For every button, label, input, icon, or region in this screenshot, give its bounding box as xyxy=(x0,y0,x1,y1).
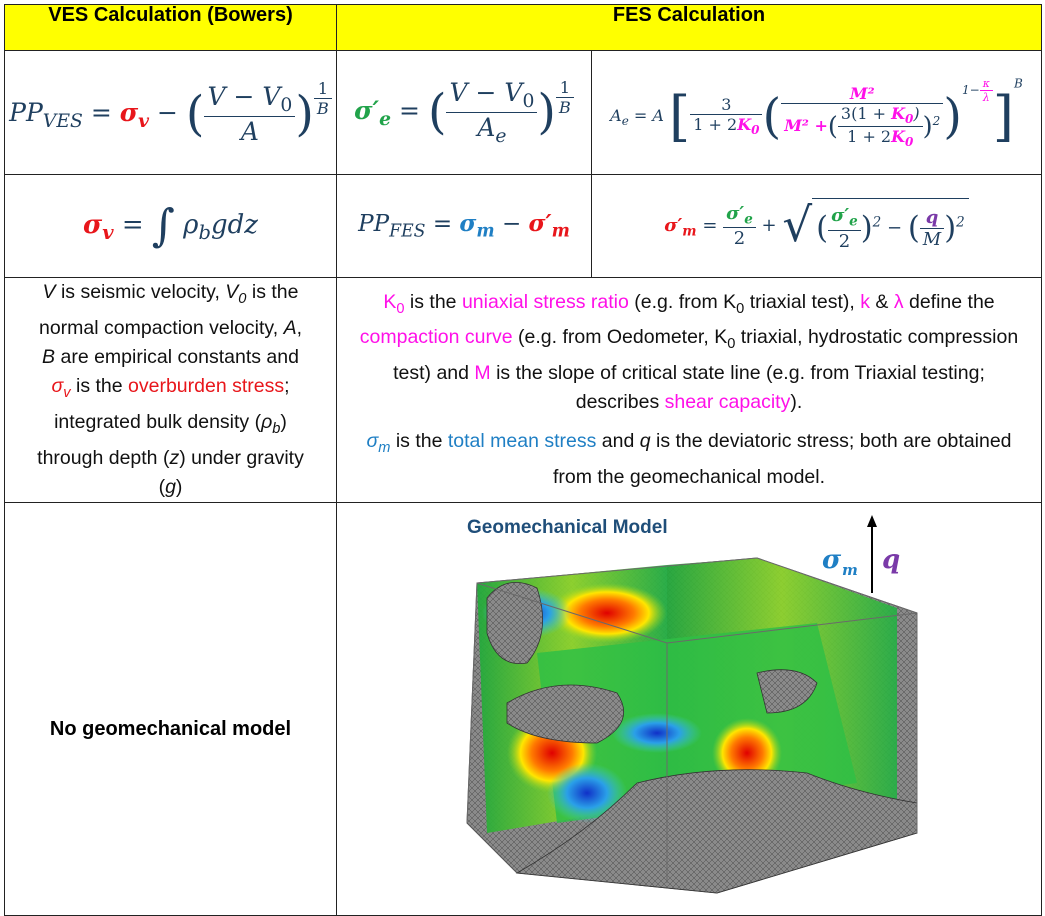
rho-var-sub: b xyxy=(272,420,281,437)
velocity-fraction xyxy=(204,82,295,146)
lambda-symbol: λ xyxy=(980,90,993,104)
minus-sign: − xyxy=(157,97,178,127)
fes-text-10: and xyxy=(596,430,640,453)
fes-text-7: is the slope of critical state line (e.g. from Triaxial testing; describes xyxy=(490,362,985,414)
v0-subscript-e: 0 xyxy=(522,91,535,113)
inner-squared: 2 xyxy=(932,113,941,128)
ae-equals-a: = A xyxy=(633,105,664,125)
cold-zone-3 xyxy=(612,713,702,753)
v-minus-v0-e: V − V xyxy=(449,78,523,108)
rho-subscript: b xyxy=(198,221,211,245)
ae-subscript: e xyxy=(495,126,507,148)
ves-text-4: are empirical constants and xyxy=(55,345,299,368)
sigma-mprime-lhs-sub: m xyxy=(682,223,697,240)
outer-exponent-b: B xyxy=(1014,76,1023,91)
fes-text-3: triaxial test), xyxy=(744,290,861,313)
sigma-v-lhs-sub: v xyxy=(102,221,114,245)
m-term: M xyxy=(474,362,491,385)
m-fraction: M² M² +( $\frac{3(1 + K_0)}{1 + 2K_0}$ )$^2$ xyxy=(781,84,943,149)
equals-sign: = xyxy=(90,97,112,127)
k0-inner: K xyxy=(891,103,906,123)
k0-symbol: K xyxy=(737,115,752,135)
k0-inner2-sub: 0 xyxy=(905,134,914,149)
model-sigma-m: σ xyxy=(822,544,842,575)
k0-term-sub: 0 xyxy=(396,300,405,317)
integral-sign: ∫ xyxy=(151,200,175,252)
two-den: 2 xyxy=(723,227,756,249)
sigma-m-term: σ xyxy=(366,430,379,453)
plus-sign: + xyxy=(761,215,777,236)
model-sigma-m-sub: m xyxy=(842,560,858,579)
one-plus-2: 1 + 2 xyxy=(693,115,738,135)
close-paren: ) xyxy=(913,103,920,123)
ves-text-2: is the xyxy=(246,281,299,303)
ppfes-symbol: PP xyxy=(358,211,390,238)
no-model-cell xyxy=(5,502,337,915)
ves-text-8: ) xyxy=(280,410,287,433)
fes-text-11: is the deviatoric stress; both are obtained from the geomechanical model. xyxy=(552,430,1012,489)
k0-term: K xyxy=(383,290,397,313)
v0-subscript: 0 xyxy=(280,95,293,117)
total-mean-term: total mean stress xyxy=(447,430,597,453)
m-squared-plus: M² + xyxy=(784,115,828,135)
fes-text-6: triaxial, hydrostatic compression test) and xyxy=(393,326,1019,385)
ae-denominator: A xyxy=(477,113,496,143)
geo-model-title: Geomechanical Model xyxy=(467,516,668,538)
v-minus-v0: V − V xyxy=(207,82,281,112)
fes-header-text: FES Calculation xyxy=(612,4,766,26)
m-squared: M² xyxy=(849,83,875,103)
sigma-v-var: σ xyxy=(51,374,64,397)
geomechanical-model-figure xyxy=(337,503,1037,913)
fes-text-5-sub: 0 xyxy=(727,336,736,353)
ppves-equation: $PP_{VES} = \sigma_v$ − ( $\frac{V - V_0}{A}$ ) $^{\frac{1}{B}}$ xyxy=(5,51,337,175)
k0-fraction xyxy=(690,95,762,137)
geo-model-cell xyxy=(337,502,1042,915)
sigma-e-num-sub: e xyxy=(744,211,753,228)
ves-text-12: ) xyxy=(175,475,183,498)
exponent-b: B xyxy=(314,98,332,118)
velocity-fraction-e xyxy=(446,78,537,147)
k0-subscript: 0 xyxy=(751,123,760,138)
k0-inner2: K xyxy=(891,126,906,146)
ves-text-5: is the xyxy=(70,374,129,397)
exponent-one-e: 1 xyxy=(559,77,571,97)
ves-text-9: through depth ( xyxy=(37,446,170,469)
two-rad-den: 2 xyxy=(828,230,861,252)
rad-squared-1: 2 xyxy=(872,214,882,231)
one-plus-2-inner: 1 + 2 xyxy=(847,126,892,146)
lambda-term: λ xyxy=(893,290,904,313)
rad-squared-2: 2 xyxy=(956,214,965,231)
sigma-mprime-lhs: σ′ xyxy=(664,215,683,236)
model-q: q xyxy=(882,544,901,575)
sigma-e-rad-sub: e xyxy=(849,213,858,230)
fes-subscript: FES xyxy=(389,221,426,242)
ae-lhs-subscript: e xyxy=(621,113,629,128)
a-var: A xyxy=(283,316,297,339)
fes-text-2-sub: 0 xyxy=(736,300,745,317)
fes-description xyxy=(337,278,1042,503)
q-axis-arrow xyxy=(867,515,877,527)
exponent-one: 1 xyxy=(317,78,329,98)
amp-text: & xyxy=(869,290,894,313)
three-numerator: 3 xyxy=(721,95,732,115)
b-var: B xyxy=(42,345,56,368)
ves-text-6: ; xyxy=(284,374,290,397)
gdz-term: gdz xyxy=(210,210,258,240)
sigma-e-symbol: σ′ xyxy=(354,96,380,126)
a-denominator: A xyxy=(204,116,295,146)
v0-var-sub: 0 xyxy=(238,290,247,307)
three-one-plus: 3(1 + xyxy=(840,103,892,123)
g-var: g xyxy=(165,475,176,498)
fes-text-8: ). xyxy=(790,391,803,414)
overburden-stress-term: overburden stress xyxy=(128,374,285,397)
v-var: V xyxy=(42,281,56,303)
sigma-e-rad: σ′ xyxy=(831,205,850,227)
ppfes-equation: $PP_{FES} = \sigma_m - \sigma'_m$ xyxy=(337,175,592,278)
ves-header xyxy=(5,5,337,51)
rho-symbol: ρ xyxy=(183,210,199,240)
ves-subscript: VES xyxy=(42,110,83,132)
ves-description: V is seismic velocity, $V_0$ is the normal compaction velocity, A, B are empirical constants and $\sigma_v$ is the overburden stress; integrated bulk density $(\rho_b)$ through depth (z) under gravity (g) xyxy=(5,278,337,503)
fes-text-4: define the xyxy=(903,290,995,313)
z-var: z xyxy=(169,446,180,469)
ves-header-text: VES Calculation (Bowers) xyxy=(48,4,293,26)
fes-text-2: (e.g. from K xyxy=(628,290,737,313)
sigma-mprime-equation: $\sigma'_m$ = $\frac{\sigma'_e}{2}$ + √ ( $\frac{\sigma'_e}{2}$ )$^2$ − ( $\frac{q}{M}$ )$^2$ xyxy=(592,175,1042,278)
k-term: k xyxy=(860,290,870,313)
compaction-term: compaction curve xyxy=(359,326,513,349)
sigma-e-num: σ′ xyxy=(726,202,745,224)
ae-lhs: A xyxy=(610,105,622,125)
sigma-m-symbol: σ xyxy=(459,210,477,238)
ves-text-7: integrated bulk density ( xyxy=(54,410,262,433)
ves-text-11: ( xyxy=(158,475,166,498)
sigma-v-integral-equation: $\sigma_v$ = ∫ $\rho_bgdz$ xyxy=(5,175,337,278)
sigma-v-lhs: σ xyxy=(83,210,103,240)
exponent-one-minus: 1− xyxy=(962,83,980,98)
fes-text-9: is the xyxy=(390,430,448,453)
sigma-v-symbol: σ xyxy=(119,97,139,127)
fes-text-1: is the xyxy=(404,290,462,313)
sigma-v-var-sub: v xyxy=(63,384,71,401)
k0-inner-sub: 0 xyxy=(905,111,914,126)
fes-header xyxy=(337,5,1042,51)
ves-text-3: normal compaction velocity, xyxy=(38,316,284,339)
rho-var: ρ xyxy=(261,410,273,433)
comparison-table xyxy=(4,4,1042,916)
sigma-e-equation: $\sigma'_e$ = ( $\frac{V - V_0}{A_e}$ ) $^{\frac{1}{B}}$ xyxy=(337,51,592,175)
sigma-m-term-sub: m xyxy=(378,440,391,457)
shear-term: shear capacity xyxy=(664,391,791,414)
uniaxial-term: uniaxial stress ratio xyxy=(461,290,629,313)
v0-var: V xyxy=(225,281,239,303)
q-num: q xyxy=(925,207,939,228)
no-model-text: No geomechanical model xyxy=(49,718,292,741)
sigma-e-subscript: e xyxy=(379,108,392,131)
exponent-b-e: B xyxy=(556,97,574,117)
sigma-mprime-symbol: σ′ xyxy=(528,210,552,238)
sigma-m-subscript: m xyxy=(476,221,495,242)
ves-text-1: is seismic velocity, xyxy=(55,281,226,303)
ves-text-10: ) under gravity xyxy=(179,446,304,469)
sigma-v-subscript: v xyxy=(138,109,150,132)
kappa-symbol: κ xyxy=(982,77,990,91)
fes-text-5: (e.g. from Oedometer, K xyxy=(512,326,728,349)
pp-symbol: PP xyxy=(9,97,43,127)
ae-equation: $A_e = A$ [ $\frac{3}{1 + 2K_0}$ ( M² M² +( $\frac{3(1 + K_0)}{1 + 2K_0}$ )$^2$ )$^{1- \frac{\kappa}{\lambda}}$ ]$^B$ xyxy=(592,51,1042,175)
q-term: q xyxy=(639,430,651,453)
m-den: M xyxy=(920,228,944,250)
sigma-mprime-subscript: m xyxy=(551,221,570,242)
